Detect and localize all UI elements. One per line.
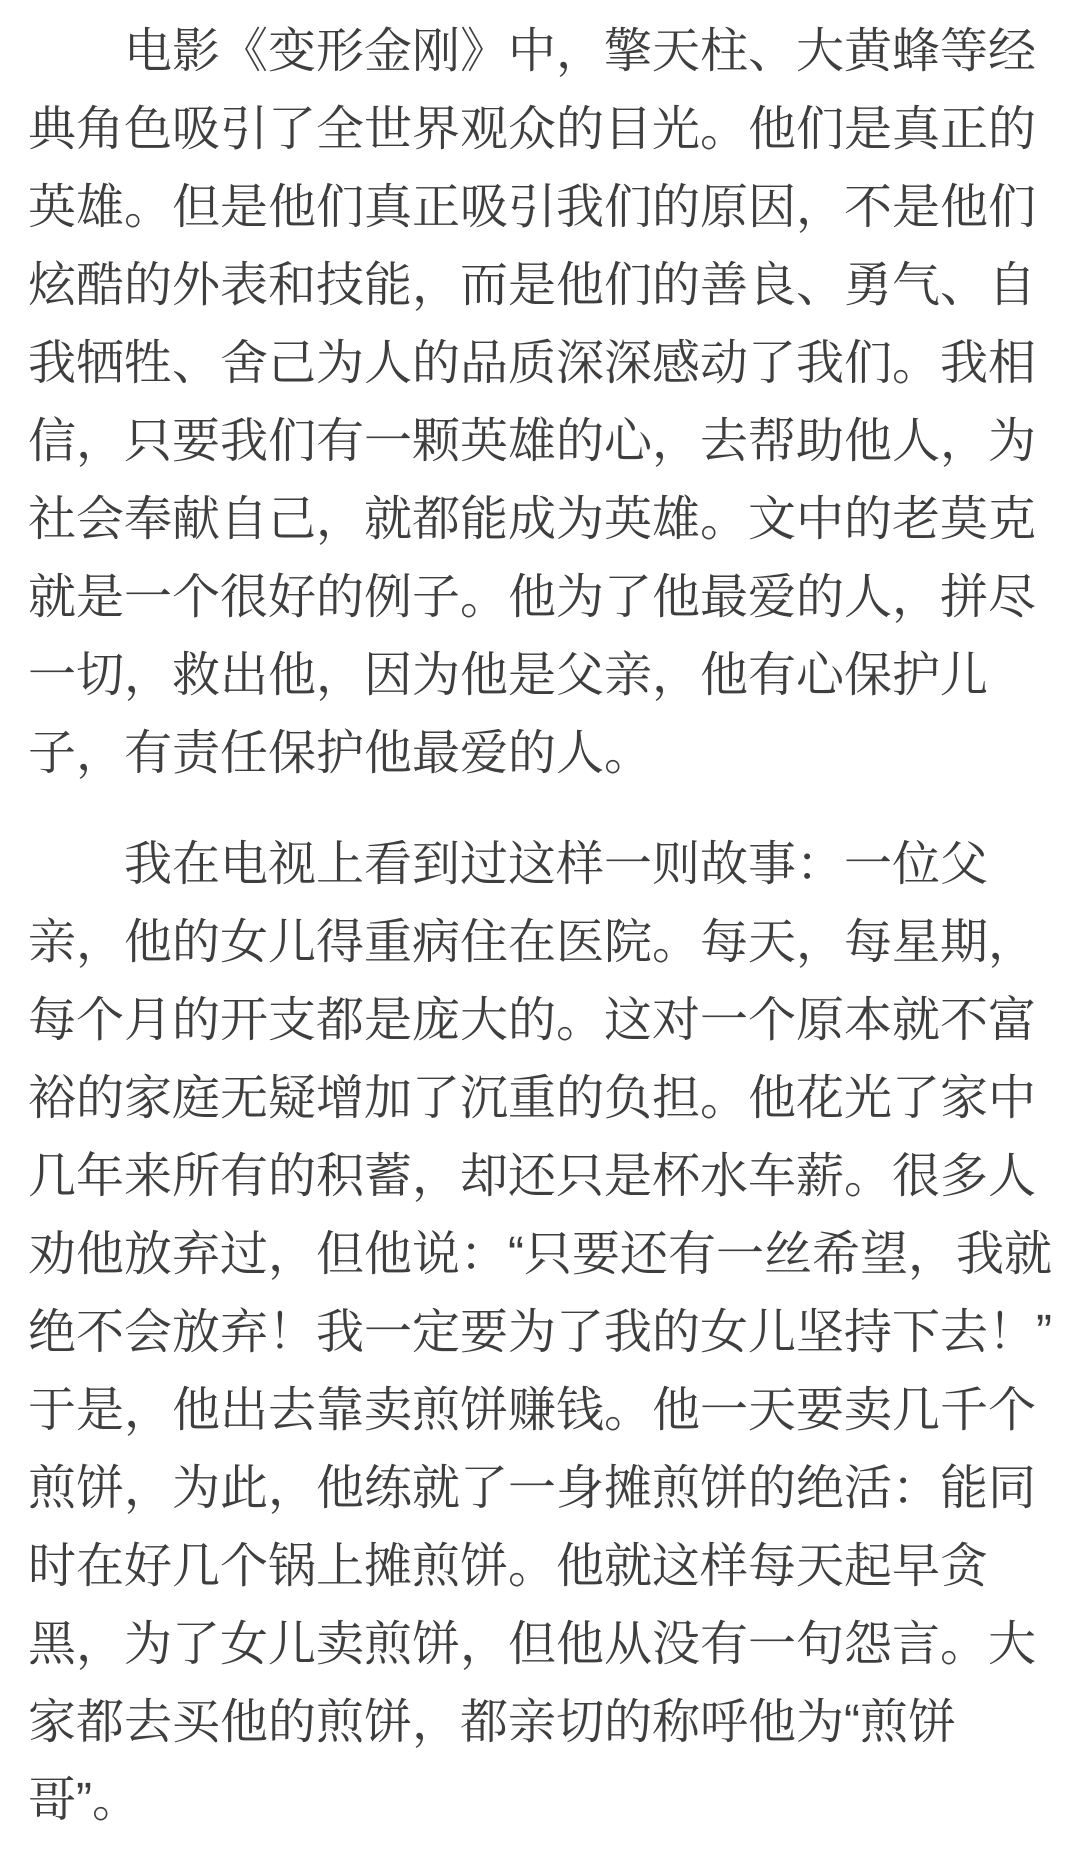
text-line: 我牺牲、舍己为人的品质深深感动了我们。我相 (28, 337, 1037, 390)
text-line: 典角色吸引了全世界观众的目光。他们是真正的 (28, 103, 1037, 156)
text-line: 信，只要我们有一颗英雄的心，去帮助他人，为 (28, 415, 1037, 468)
text-line: 裕的家庭无疑增加了沉重的负担。他花光了家中 (28, 1072, 1037, 1125)
text-line: 绝不会放弃！我一定要为了我的女儿坚持下去！” (28, 1306, 1052, 1359)
text-line: 就是一个很好的例子。他为了他最爱的人，拼尽 (28, 571, 1037, 624)
text-line: 亲，他的女儿得重病住在医院。每天，每星期， (28, 916, 1037, 969)
text-line: 一切，救出他，因为他是父亲，他有心保护儿 (28, 649, 989, 702)
text-line: 我在电视上看到过这样一则故事：一位父 (124, 838, 989, 891)
text-line: 时在好几个锅上摊煎饼。他就这样每天起早贪 (28, 1540, 989, 1593)
paragraph (28, 13, 1054, 793)
text-line: 子，有责任保护他最爱的人。 (28, 727, 653, 780)
paragraph (28, 826, 1054, 1840)
text-line: 炫酷的外表和技能，而是他们的善良、勇气、自 (28, 259, 1037, 312)
text-line: 社会奉献自己，就都能成为英雄。文中的老莫克 (28, 493, 1037, 546)
text-line: 家都去买他的煎饼，都亲切的称呼他为“煎饼 (28, 1696, 956, 1749)
text-line: 于是，他出去靠卖煎饼赚钱。他一天要卖几千个 (28, 1384, 1037, 1437)
text-line: 黑，为了女儿卖煎饼，但他从没有一句怨言。大 (28, 1618, 1037, 1671)
text-line: 英雄。但是他们真正吸引我们的原因，不是他们 (28, 181, 1037, 234)
essay-text (28, 13, 1054, 1840)
text-line: 电影《变形金刚》中，擎天柱、大黄蜂等经 (124, 25, 1037, 78)
text-line: 几年来所有的积蓄，却还只是杯水车薪。很多人 (28, 1150, 1037, 1203)
text-line: 煎饼，为此，他练就了一身摊煎饼的绝活：能同 (28, 1462, 1037, 1515)
text-line: 每个月的开支都是庞大的。这对一个原本就不富 (28, 994, 1037, 1047)
text-line: 哥”。 (28, 1774, 140, 1827)
text-line: 劝他放弃过，但他说：“只要还有一丝希望，我就 (28, 1228, 1052, 1281)
